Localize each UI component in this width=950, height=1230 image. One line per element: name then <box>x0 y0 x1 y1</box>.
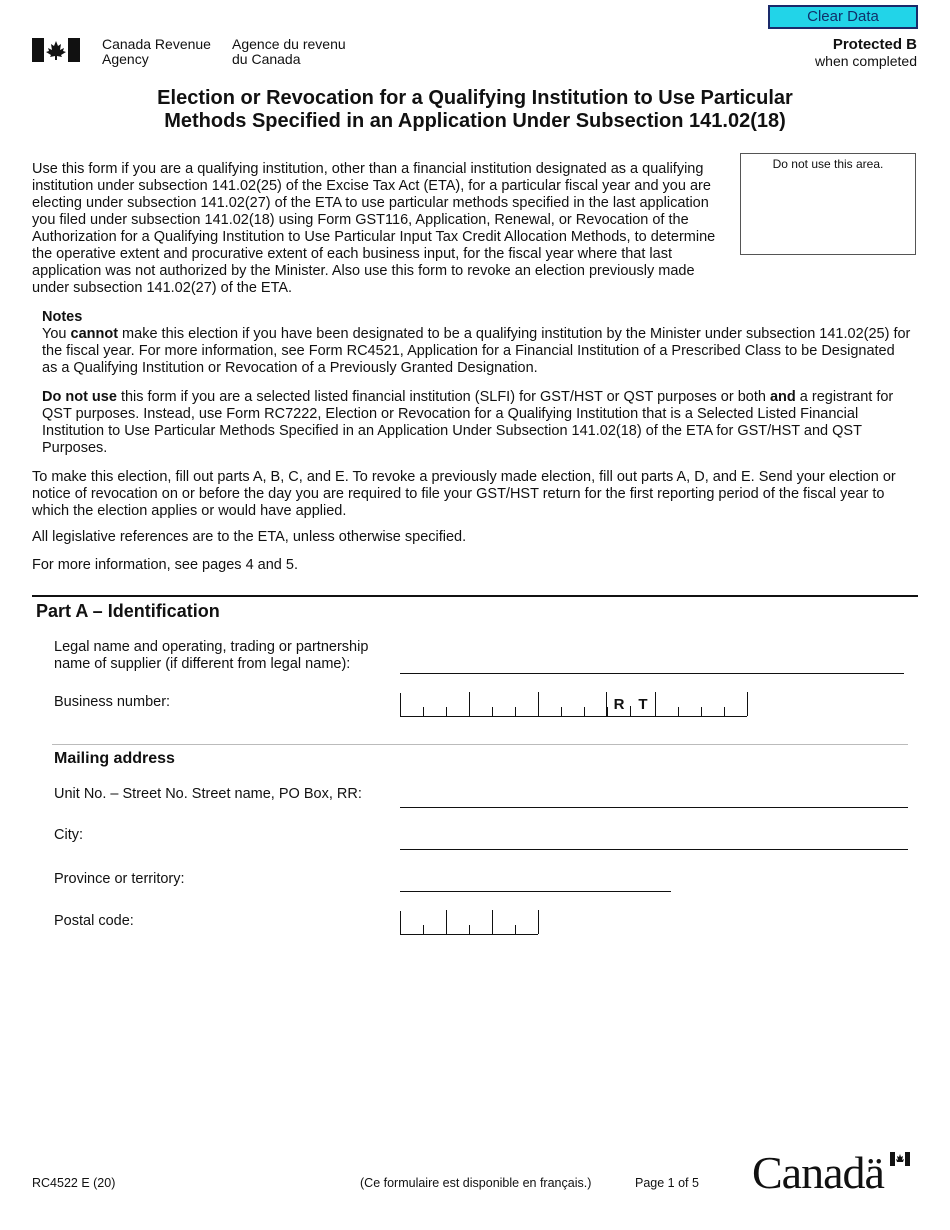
bn-account-digit[interactable] <box>655 693 678 717</box>
note-2-post: a registrant for QST purposes. Instead, use Form RC7222, Election or Revocation for a Qualifying Institution that is a Selected Listed Financial Institution to Use Particular Methods Specified in an Application Under Subsection 141.02(18) of the ETA for GST/HST and QST Purposes. <box>42 389 894 456</box>
protected-label <box>815 36 917 69</box>
bn-digit[interactable] <box>584 693 607 717</box>
do-not-use-area <box>740 153 916 255</box>
note-2 <box>42 389 912 457</box>
postal-char[interactable] <box>469 911 492 935</box>
instructions-paragraph: To make this election, fill out parts A, B, C, and E. To revoke a previously made election, fill out parts A, D, and E. Send your election or notice of revocation on or before the day you are required to file your GST/HST return for the first reporting period of the fiscal year to which the election applies or would have applied. <box>32 469 896 519</box>
clear-data-button[interactable]: Clear Data <box>768 5 918 29</box>
bn-digit[interactable] <box>515 693 538 717</box>
province-input[interactable] <box>400 891 671 892</box>
bn-digit[interactable] <box>446 693 469 717</box>
street-input[interactable] <box>400 807 908 808</box>
wordmark-flag-icon <box>890 1152 910 1166</box>
postal-code-label: Postal code: <box>54 913 134 929</box>
dept-fr-line2: du Canada <box>232 51 301 67</box>
note-1-post: make this election if you have been designated to be a qualifying institution by the Minister under subsection 141.02(25) for the fiscal year. For more information, see Form RC4521, Application for a Financial Institution of a Prescribed Class to be Designated as a Qualifying Institution or Revocation of a Previously Granted Designation. <box>42 326 911 376</box>
bn-digit[interactable] <box>492 693 515 717</box>
legal-name-line2: name of supplier (if different from legal name): <box>54 656 351 672</box>
street-label: Unit No. – Street No. Street name, PO Box, RR: <box>54 786 362 802</box>
intro-paragraph: Use this form if you are a qualifying institution, other than a financial institution designated as a qualifying institution under subsection 141.02(25) of the Excise Tax Act (ETA), for a particular fiscal year and you are electing under subsection 141.02(27) of the ETA to use particular methods specified in the last application you filed under subsection 141.02(18) using Form GST116, Application, Renewal, or Revocation of the Authorization for a Qualifying Institution to Use Particular Input Tax Credit Allocation Methods, to determine the operative extent and procurative extent of each business input, for the fiscal year where that last application was not authorized by the Minister. Also use this form to revoke an election previously made under subsection 141.02(27) of the ETA. <box>32 161 716 296</box>
business-number-input[interactable] <box>400 693 747 717</box>
form-title <box>40 87 910 133</box>
bn-digit[interactable] <box>423 693 446 717</box>
part-a-title: Part A – Identification <box>36 601 220 621</box>
mailing-address-title: Mailing address <box>54 750 175 767</box>
form-id: RC4522 E (20) <box>32 1176 116 1190</box>
dept-en-line1: Canada Revenue <box>102 36 211 52</box>
postal-char[interactable] <box>400 911 423 935</box>
city-input[interactable] <box>400 849 908 850</box>
canada-wordmark: Canadä <box>752 1147 884 1198</box>
postal-char[interactable] <box>446 911 469 935</box>
bn-account-digit[interactable] <box>678 693 701 717</box>
legal-name-input[interactable] <box>400 673 904 674</box>
dept-en-line2: Agency <box>102 51 149 67</box>
note-1-bold: cannot <box>70 326 119 342</box>
title-line2: Methods Specified in an Application Under Subsection 141.02(18) <box>164 110 786 132</box>
bn-account-digit[interactable] <box>701 693 724 717</box>
postal-char[interactable] <box>423 911 446 935</box>
rt-r-label: R <box>607 693 631 717</box>
city-label: City: <box>54 827 83 843</box>
note-1-pre: You <box>42 326 71 342</box>
protected-b: Protected B <box>832 36 917 53</box>
mailing-divider <box>52 744 908 745</box>
postal-char[interactable] <box>492 911 515 935</box>
bn-account-digit[interactable] <box>724 693 747 717</box>
page-number: Page 1 of 5 <box>635 1176 699 1190</box>
part-a-divider <box>32 595 918 597</box>
notes-heading: Notes <box>42 309 83 325</box>
department-name-english <box>102 37 211 67</box>
bn-digit[interactable] <box>469 693 492 717</box>
dept-fr-line1: Agence du revenu <box>232 36 346 52</box>
business-number-label: Business number: <box>54 694 171 710</box>
province-label: Province or territory: <box>54 871 185 887</box>
postal-char[interactable] <box>515 911 538 935</box>
bn-digit[interactable] <box>400 693 423 717</box>
more-info-paragraph: For more information, see pages 4 and 5. <box>32 557 298 573</box>
bn-digit[interactable] <box>561 693 584 717</box>
note-2-bold: Do not use <box>42 389 117 405</box>
title-line1: Election or Revocation for a Qualifying Institution to Use Particular <box>157 87 793 109</box>
canada-flag-icon <box>32 38 80 62</box>
legislative-paragraph: All legislative references are to the ETA, unless otherwise specified. <box>32 529 467 545</box>
department-name-french <box>232 37 346 67</box>
bn-digit[interactable] <box>538 693 561 717</box>
note-2-bold2: and <box>769 389 796 405</box>
rt-t-label: T <box>631 693 655 717</box>
note-1 <box>42 326 912 377</box>
legal-name-label <box>54 639 368 673</box>
do-not-use-label: Do not use this area. <box>772 157 884 171</box>
postal-code-input[interactable] <box>400 911 538 935</box>
note-2-mid: this form if you are a selected listed financial institution (SLFI) for GST/HST or QST purposes or both <box>116 389 770 405</box>
notes-section <box>42 309 912 469</box>
french-availability: (Ce formulaire est disponible en français.) <box>360 1176 592 1190</box>
when-completed: when completed <box>815 53 917 69</box>
legal-name-line1: Legal name and operating, trading or partnership <box>54 639 369 655</box>
